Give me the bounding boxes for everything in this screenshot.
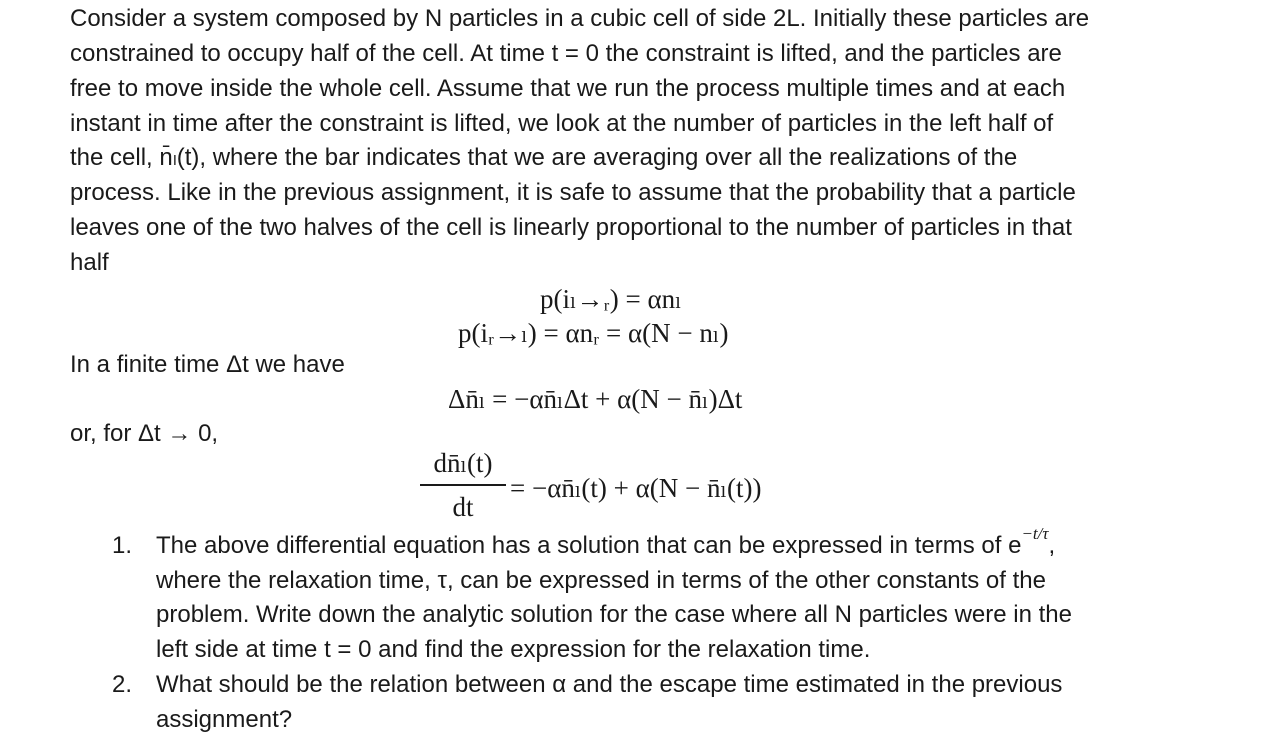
limit-intro: or, for Δt → 0, (70, 420, 219, 447)
derivative-fraction (420, 448, 506, 528)
equation-p-right-to-left: p(iᵣ→ₗ) = αnᵣ = α(N − nₗ) (458, 318, 729, 348)
derivative-denominator: dt (452, 492, 474, 522)
equation-delta: Δn̄ₗ = −αn̄ₗΔt + α(N − n̄ₗ)Δt (448, 384, 743, 414)
derivative-numerator: dn̄ₗ(t) (433, 448, 493, 478)
paragraph-line-1: Consider a system composed by N particles in a cubic cell of side 2L. Initially these particles are (70, 5, 1090, 32)
paragraph-line-7: leaves one of the two halves of the cell is linearly proportional to the number of particles in that (70, 214, 1072, 241)
question-1-line-2: where the relaxation time, τ, can be expressed in terms of the other constants of the (156, 567, 1046, 594)
finite-time-intro: In a finite time Δt we have (70, 351, 345, 378)
paragraph-line-5: the cell, n̄ₗ(t), where the bar indicates that we are averaging over all the realizations of the (70, 144, 1018, 171)
fraction-bar (420, 484, 506, 486)
paragraph-line-6: process. Like in the previous assignment, it is safe to assume that the probability that a particle (70, 179, 1076, 206)
paragraph-line-3: free to move inside the whole cell. Assume that we run the process multiple times and at each (70, 75, 1066, 102)
question-1-text: The above differential equation has a solution that can be expressed in terms of e (156, 532, 1022, 559)
question-1-number: 1. (112, 532, 133, 559)
paragraph-line-4: instant in time after the constraint is lifted, we look at the number of particles in the left half of (70, 110, 1054, 137)
question-2-line-1: What should be the relation between α and the escape time estimated in the previous (156, 671, 1063, 698)
question-2-line-2: assignment? (156, 706, 293, 733)
question-1-line-3: problem. Write down the analytic solution for the case where all N particles were in the (156, 601, 1072, 628)
derivative-rhs: = −αn̄ₗ(t) + α(N − n̄ₗ(t)) (510, 473, 762, 503)
equation-p-left-to-right: p(iₗ→ᵣ) = αnₗ (540, 284, 682, 314)
question-1-line-1: The above differential equation has a solution that can be expressed in terms of $e^{-t/\tau}$, (156, 524, 1056, 559)
question-1-line-4: left side at time t = 0 and find the expression for the relaxation time. (156, 636, 871, 663)
paragraph-line-2: constrained to occupy half of the cell. At time t = 0 the constraint is lifted, and the particles are (70, 40, 1062, 67)
paragraph-line-8: half (70, 249, 109, 276)
question-2-number: 2. (112, 671, 133, 698)
exponent: −t/τ (1021, 524, 1049, 543)
